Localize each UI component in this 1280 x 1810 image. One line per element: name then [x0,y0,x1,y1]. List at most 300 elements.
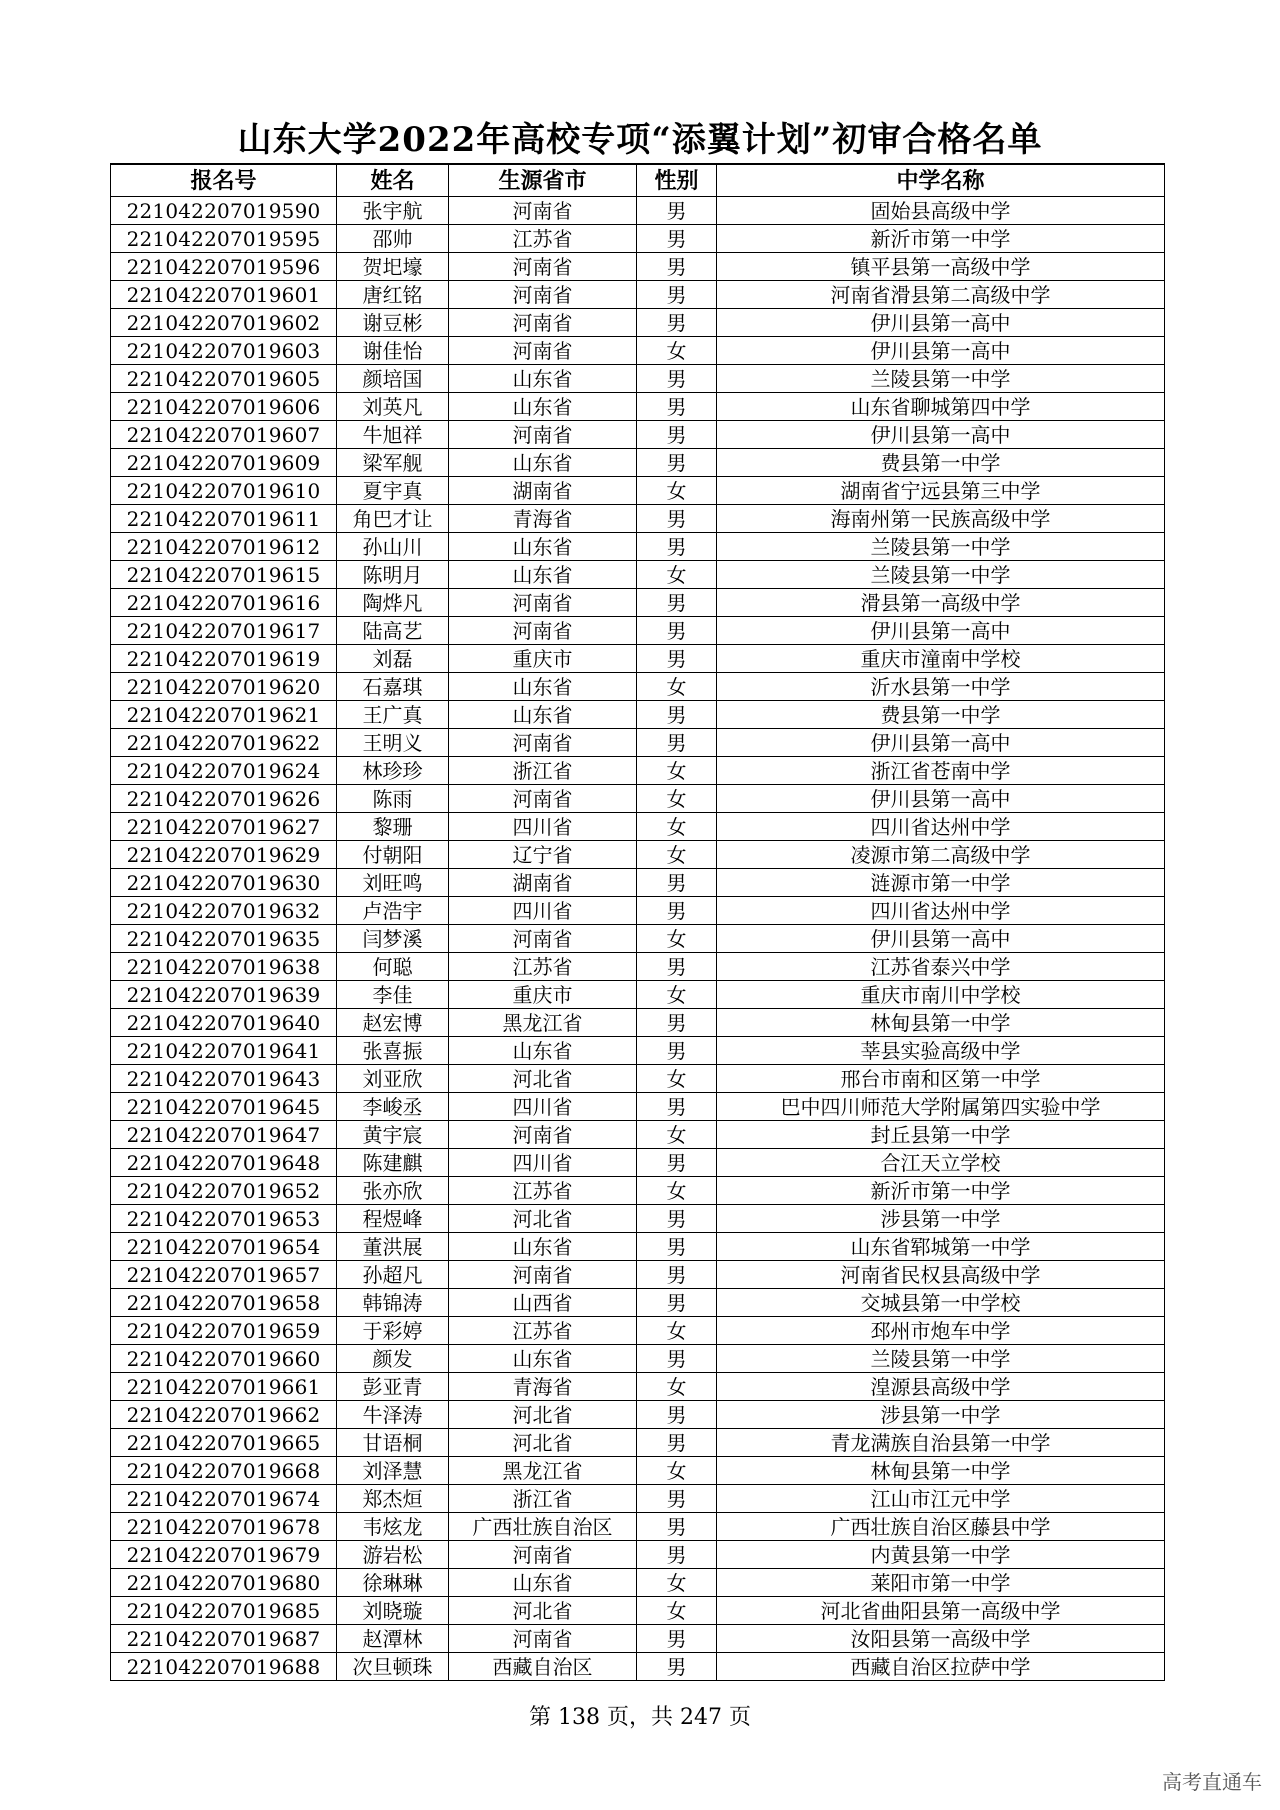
table-row [111,561,1165,589]
province-cell: 山东省 [449,561,637,589]
gender-cell: 女 [637,1569,717,1597]
province-cell: 青海省 [449,1373,637,1401]
name-cell: 郑杰烜 [337,1485,449,1513]
name-cell: 孙超凡 [337,1261,449,1289]
school-cell: 费县第一中学 [717,701,1165,729]
school-cell: 河南省民权县高级中学 [717,1261,1165,1289]
table-row [111,589,1165,617]
province-cell: 四川省 [449,813,637,841]
name-cell: 董洪展 [337,1233,449,1261]
registration-number-cell: 221042207019638 [111,953,337,981]
table-row [111,757,1165,785]
gender-cell: 男 [637,589,717,617]
province-cell: 青海省 [449,505,637,533]
name-cell: 陶烨凡 [337,589,449,617]
school-cell: 涉县第一中学 [717,1401,1165,1429]
gender-cell: 男 [637,729,717,757]
name-cell: 黄宇宸 [337,1121,449,1149]
gender-cell: 女 [637,337,717,365]
province-cell: 河北省 [449,1597,637,1625]
name-cell: 角巴才让 [337,505,449,533]
registration-number-cell: 221042207019674 [111,1485,337,1513]
registration-number-cell: 221042207019660 [111,1345,337,1373]
name-cell: 赵潭林 [337,1625,449,1653]
province-cell: 河南省 [449,197,637,225]
province-cell: 四川省 [449,1149,637,1177]
column-header-gender: 性别 [637,164,717,197]
registration-number-cell: 221042207019668 [111,1457,337,1485]
table-row [111,897,1165,925]
school-cell: 固始县高级中学 [717,197,1165,225]
gender-cell: 男 [637,1401,717,1429]
table-row [111,449,1165,477]
registration-number-cell: 221042207019607 [111,421,337,449]
gender-cell: 女 [637,673,717,701]
name-cell: 黎珊 [337,813,449,841]
table-row [111,1149,1165,1177]
registration-number-cell: 221042207019688 [111,1653,337,1681]
registration-number-cell: 221042207019611 [111,505,337,533]
table-row [111,813,1165,841]
gender-cell: 男 [637,1541,717,1569]
gender-cell: 女 [637,561,717,589]
school-cell: 凌源市第二高级中学 [717,841,1165,869]
gender-cell: 女 [637,1457,717,1485]
school-cell: 伊川县第一高中 [717,309,1165,337]
header-row [111,164,1165,197]
name-cell: 陆高艺 [337,617,449,645]
column-header-province: 生源省市 [449,164,637,197]
province-cell: 河北省 [449,1401,637,1429]
name-cell: 刘晓璇 [337,1597,449,1625]
registration-number-cell: 221042207019687 [111,1625,337,1653]
name-cell: 程煜峰 [337,1205,449,1233]
name-cell: 彭亚青 [337,1373,449,1401]
registration-number-cell: 221042207019615 [111,561,337,589]
school-cell: 海南州第一民族高级中学 [717,505,1165,533]
table-row [111,1597,1165,1625]
province-cell: 河南省 [449,785,637,813]
gender-cell: 女 [637,813,717,841]
name-cell: 刘亚欣 [337,1065,449,1093]
province-cell: 河南省 [449,617,637,645]
registration-number-cell: 221042207019630 [111,869,337,897]
registration-number-cell: 221042207019621 [111,701,337,729]
province-cell: 山东省 [449,393,637,421]
registration-number-cell: 221042207019619 [111,645,337,673]
page-title: 山东大学2022年高校专项“添翼计划”初审合格名单 [237,120,1043,160]
school-cell: 巴中四川师范大学附属第四实验中学 [717,1093,1165,1121]
registration-number-cell: 221042207019602 [111,309,337,337]
gender-cell: 女 [637,1373,717,1401]
province-cell: 河南省 [449,1261,637,1289]
table-header [111,164,1165,197]
name-cell: 陈建麒 [337,1149,449,1177]
table-row [111,1065,1165,1093]
gender-cell: 男 [637,309,717,337]
province-cell: 黑龙江省 [449,1009,637,1037]
gender-cell: 男 [637,1485,717,1513]
registration-number-cell: 221042207019601 [111,281,337,309]
school-cell: 莘县实验高级中学 [717,1037,1165,1065]
gender-cell: 男 [637,533,717,561]
registration-number-cell: 221042207019627 [111,813,337,841]
registration-number-cell: 221042207019657 [111,1261,337,1289]
name-cell: 张亦欣 [337,1177,449,1205]
registration-number-cell: 221042207019620 [111,673,337,701]
name-cell: 王广真 [337,701,449,729]
table-row [111,1457,1165,1485]
registration-number-cell: 221042207019616 [111,589,337,617]
table-row [111,1485,1165,1513]
registration-number-cell: 221042207019647 [111,1121,337,1149]
school-cell: 涟源市第一中学 [717,869,1165,897]
province-cell: 河南省 [449,421,637,449]
table-row [111,925,1165,953]
name-cell: 邵帅 [337,225,449,253]
school-cell: 滑县第一高级中学 [717,589,1165,617]
table-row [111,617,1165,645]
registration-number-cell: 221042207019679 [111,1541,337,1569]
table-row [111,1401,1165,1429]
registration-number-cell: 221042207019662 [111,1401,337,1429]
province-cell: 河南省 [449,1121,637,1149]
watermark: 高考直通车 [1162,1770,1262,1794]
gender-cell: 女 [637,785,717,813]
gender-cell: 男 [637,505,717,533]
province-cell: 西藏自治区 [449,1653,637,1681]
school-cell: 江山市江元中学 [717,1485,1165,1513]
province-cell: 河南省 [449,253,637,281]
gender-cell: 男 [637,449,717,477]
registration-number-cell: 221042207019629 [111,841,337,869]
school-cell: 兰陵县第一中学 [717,533,1165,561]
registration-number-cell: 221042207019617 [111,617,337,645]
gender-cell: 女 [637,757,717,785]
school-cell: 内黄县第一中学 [717,1541,1165,1569]
table-row [111,701,1165,729]
province-cell: 山西省 [449,1289,637,1317]
gender-cell: 女 [637,925,717,953]
gender-cell: 男 [637,897,717,925]
name-cell: 徐琳琳 [337,1569,449,1597]
name-cell: 牛旭祥 [337,421,449,449]
registration-number-cell: 221042207019632 [111,897,337,925]
gender-cell: 男 [637,1233,717,1261]
province-cell: 四川省 [449,1093,637,1121]
table-row [111,225,1165,253]
school-cell: 兰陵县第一中学 [717,1345,1165,1373]
column-header-registration-number: 报名号 [111,164,337,197]
table-row [111,1037,1165,1065]
province-cell: 江苏省 [449,1317,637,1345]
school-cell: 湟源县高级中学 [717,1373,1165,1401]
table-row [111,645,1165,673]
name-cell: 刘泽慧 [337,1457,449,1485]
name-cell: 林珍珍 [337,757,449,785]
gender-cell: 男 [637,1289,717,1317]
gender-cell: 男 [637,1429,717,1457]
registration-number-cell: 221042207019643 [111,1065,337,1093]
province-cell: 河南省 [449,1625,637,1653]
school-cell: 林甸县第一中学 [717,1457,1165,1485]
table-row [111,1317,1165,1345]
name-cell: 谢佳怡 [337,337,449,365]
school-cell: 伊川县第一高中 [717,925,1165,953]
name-cell: 陈明月 [337,561,449,589]
school-cell: 广西壮族自治区藤县中学 [717,1513,1165,1541]
province-cell: 广西壮族自治区 [449,1513,637,1541]
name-cell: 颜发 [337,1345,449,1373]
registration-number-cell: 221042207019685 [111,1597,337,1625]
province-cell: 黑龙江省 [449,1457,637,1485]
table-row [111,1261,1165,1289]
gender-cell: 男 [637,281,717,309]
table-row [111,533,1165,561]
school-cell: 伊川县第一高中 [717,337,1165,365]
province-cell: 重庆市 [449,981,637,1009]
school-cell: 四川省达州中学 [717,897,1165,925]
gender-cell: 女 [637,1317,717,1345]
school-cell: 湖南省宁远县第三中学 [717,477,1165,505]
gender-cell: 女 [637,1121,717,1149]
registration-number-cell: 221042207019645 [111,1093,337,1121]
province-cell: 山东省 [449,449,637,477]
province-cell: 河南省 [449,589,637,617]
name-cell: 游岩松 [337,1541,449,1569]
registration-number-cell: 221042207019641 [111,1037,337,1065]
table-row [111,281,1165,309]
name-cell: 唐红铭 [337,281,449,309]
table-row [111,1373,1165,1401]
table-row [111,1093,1165,1121]
table-row [111,1429,1165,1457]
school-cell: 伊川县第一高中 [717,785,1165,813]
name-cell: 陈雨 [337,785,449,813]
province-cell: 山东省 [449,701,637,729]
school-cell: 重庆市潼南中学校 [717,645,1165,673]
table-row [111,785,1165,813]
table-row [111,981,1165,1009]
name-cell: 王明义 [337,729,449,757]
school-cell: 山东省郓城第一中学 [717,1233,1165,1261]
name-cell: 付朝阳 [337,841,449,869]
column-header-name: 姓名 [337,164,449,197]
gender-cell: 男 [637,953,717,981]
gender-cell: 男 [637,225,717,253]
gender-cell: 男 [637,617,717,645]
registration-number-cell: 221042207019661 [111,1373,337,1401]
school-cell: 林甸县第一中学 [717,1009,1165,1037]
gender-cell: 女 [637,477,717,505]
table-row [111,421,1165,449]
name-cell: 甘语桐 [337,1429,449,1457]
province-cell: 浙江省 [449,1485,637,1513]
gender-cell: 男 [637,1009,717,1037]
table-row [111,869,1165,897]
province-cell: 山东省 [449,1569,637,1597]
gender-cell: 男 [637,1625,717,1653]
school-cell: 兰陵县第一中学 [717,561,1165,589]
registration-number-cell: 221042207019626 [111,785,337,813]
school-cell: 邳州市炮车中学 [717,1317,1165,1345]
school-cell: 新沂市第一中学 [717,1177,1165,1205]
gender-cell: 男 [637,365,717,393]
school-cell: 兰陵县第一中学 [717,365,1165,393]
registration-number-cell: 221042207019658 [111,1289,337,1317]
table-row [111,841,1165,869]
school-cell: 浙江省苍南中学 [717,757,1165,785]
registration-number-cell: 221042207019595 [111,225,337,253]
school-cell: 河北省曲阳县第一高级中学 [717,1597,1165,1625]
gender-cell: 男 [637,645,717,673]
gender-cell: 男 [637,1261,717,1289]
school-cell: 涉县第一中学 [717,1205,1165,1233]
gender-cell: 男 [637,869,717,897]
gender-cell: 男 [637,421,717,449]
gender-cell: 女 [637,1065,717,1093]
gender-cell: 男 [637,393,717,421]
name-cell: 次旦顿珠 [337,1653,449,1681]
table-row [111,1513,1165,1541]
registration-number-cell: 221042207019659 [111,1317,337,1345]
province-cell: 辽宁省 [449,841,637,869]
applicant-table [110,163,1165,1681]
school-cell: 莱阳市第一中学 [717,1569,1165,1597]
province-cell: 山东省 [449,1233,637,1261]
registration-number-cell: 221042207019678 [111,1513,337,1541]
school-cell: 四川省达州中学 [717,813,1165,841]
name-cell: 贺圯壕 [337,253,449,281]
registration-number-cell: 221042207019639 [111,981,337,1009]
school-cell: 江苏省泰兴中学 [717,953,1165,981]
province-cell: 重庆市 [449,645,637,673]
registration-number-cell: 221042207019652 [111,1177,337,1205]
table-row [111,1177,1165,1205]
table-body [111,197,1165,1681]
name-cell: 卢浩宇 [337,897,449,925]
registration-number-cell: 221042207019653 [111,1205,337,1233]
registration-number-cell: 221042207019665 [111,1429,337,1457]
gender-cell: 男 [637,1037,717,1065]
province-cell: 湖南省 [449,869,637,897]
school-cell: 河南省滑县第二高级中学 [717,281,1165,309]
name-cell: 夏宇真 [337,477,449,505]
name-cell: 闫梦溪 [337,925,449,953]
page-number: 第 138 页，共 247 页 [529,1705,751,1730]
gender-cell: 男 [637,1205,717,1233]
province-cell: 山东省 [449,365,637,393]
gender-cell: 男 [637,1149,717,1177]
name-cell: 韩锦涛 [337,1289,449,1317]
school-cell: 伊川县第一高中 [717,421,1165,449]
registration-number-cell: 221042207019622 [111,729,337,757]
gender-cell: 女 [637,1177,717,1205]
registration-number-cell: 221042207019612 [111,533,337,561]
province-cell: 河南省 [449,729,637,757]
gender-cell: 男 [637,1513,717,1541]
name-cell: 韦炫龙 [337,1513,449,1541]
registration-number-cell: 221042207019648 [111,1149,337,1177]
table-row [111,309,1165,337]
school-cell: 邢台市南和区第一中学 [717,1065,1165,1093]
province-cell: 江苏省 [449,1177,637,1205]
table-row [111,1009,1165,1037]
name-cell: 牛泽涛 [337,1401,449,1429]
school-cell: 青龙满族自治县第一中学 [717,1429,1165,1457]
province-cell: 山东省 [449,533,637,561]
name-cell: 李佳 [337,981,449,1009]
table-row [111,1541,1165,1569]
table-row [111,477,1165,505]
table-row [111,1653,1165,1681]
province-cell: 河南省 [449,925,637,953]
school-cell: 山东省聊城第四中学 [717,393,1165,421]
gender-cell: 男 [637,1653,717,1681]
province-cell: 湖南省 [449,477,637,505]
column-header-school: 中学名称 [717,164,1165,197]
school-cell: 合江天立学校 [717,1149,1165,1177]
name-cell: 张喜振 [337,1037,449,1065]
table-row [111,1625,1165,1653]
province-cell: 河南省 [449,281,637,309]
registration-number-cell: 221042207019596 [111,253,337,281]
name-cell: 何聪 [337,953,449,981]
registration-number-cell: 221042207019603 [111,337,337,365]
table-row [111,393,1165,421]
registration-number-cell: 221042207019590 [111,197,337,225]
registration-number-cell: 221042207019640 [111,1009,337,1037]
gender-cell: 男 [637,197,717,225]
table-row [111,1121,1165,1149]
province-cell: 江苏省 [449,225,637,253]
table-row [111,953,1165,981]
province-cell: 四川省 [449,897,637,925]
gender-cell: 女 [637,1597,717,1625]
table-row [111,1569,1165,1597]
province-cell: 河南省 [449,309,637,337]
province-cell: 河北省 [449,1429,637,1457]
province-cell: 山东省 [449,1037,637,1065]
table-row [111,253,1165,281]
name-cell: 谢豆彬 [337,309,449,337]
name-cell: 赵宏博 [337,1009,449,1037]
name-cell: 张宇航 [337,197,449,225]
table-row [111,197,1165,225]
registration-number-cell: 221042207019680 [111,1569,337,1597]
name-cell: 梁军舰 [337,449,449,477]
province-cell: 山东省 [449,673,637,701]
gender-cell: 女 [637,981,717,1009]
gender-cell: 女 [637,841,717,869]
province-cell: 浙江省 [449,757,637,785]
school-cell: 汝阳县第一高级中学 [717,1625,1165,1653]
table-row [111,1205,1165,1233]
school-cell: 封丘县第一中学 [717,1121,1165,1149]
school-cell: 重庆市南川中学校 [717,981,1165,1009]
gender-cell: 男 [637,253,717,281]
school-cell: 伊川县第一高中 [717,617,1165,645]
school-cell: 新沂市第一中学 [717,225,1165,253]
province-cell: 河南省 [449,337,637,365]
gender-cell: 男 [637,1345,717,1373]
table-row [111,1289,1165,1317]
table-row [111,337,1165,365]
school-cell: 沂水县第一中学 [717,673,1165,701]
province-cell: 江苏省 [449,953,637,981]
registration-number-cell: 221042207019624 [111,757,337,785]
table-row [111,1345,1165,1373]
